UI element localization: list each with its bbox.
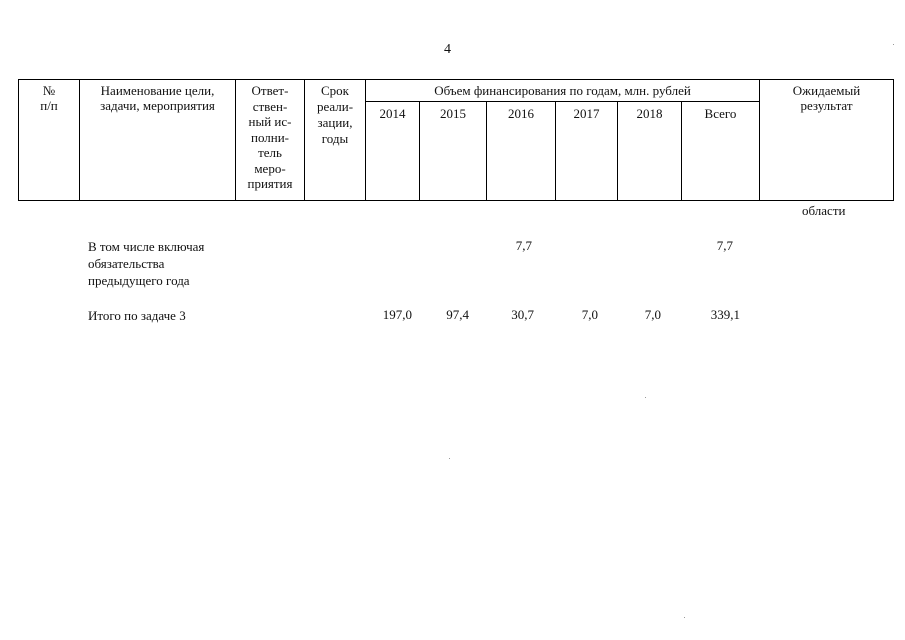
value-total: 7,7 [716, 238, 733, 253]
header-responsible: Ответ- ствен- ный ис- полни- тель меро- приятия [247, 83, 293, 191]
row-label: Итого по задаче 3 [88, 308, 186, 323]
value-2015: 97,4 [446, 307, 469, 322]
scan-speck [684, 617, 685, 618]
header-total: Всего [704, 106, 737, 121]
scan-speck [449, 458, 450, 459]
value-2016: 7,7 [515, 238, 532, 253]
header-name: Наименование цели, задачи, мероприятия [100, 83, 215, 113]
value-2018: 7,0 [644, 307, 661, 322]
row-label: В том числе включая обязательства предыдущего года [88, 239, 205, 288]
header-result: Ожидаемый результат [792, 83, 861, 113]
header-year-2015: 2015 [440, 106, 466, 121]
column-border [893, 79, 894, 201]
page-number: 4 [444, 42, 451, 57]
header-funding: Объем финансирования по годам, млн. рублей [434, 83, 691, 98]
header-term: Срок реали- зации, годы [316, 83, 354, 146]
header-year-2016: 2016 [508, 106, 534, 121]
value-2014: 197,0 [382, 307, 412, 322]
scan-speck [645, 397, 646, 398]
scan-speck [893, 44, 894, 45]
header-year-2014: 2014 [379, 106, 406, 121]
value-2017: 7,0 [581, 307, 598, 322]
table-bottom-border [18, 200, 894, 201]
value-total: 339,1 [710, 307, 740, 322]
header-year-2017: 2017 [573, 106, 600, 121]
header-no: № п/п [40, 83, 58, 113]
value-2016: 30,7 [511, 307, 534, 322]
table-top-border [18, 79, 894, 80]
funding-subheader-border [365, 101, 759, 102]
header-year-2018: 2018 [636, 106, 663, 121]
continuation-text: области [802, 203, 846, 218]
